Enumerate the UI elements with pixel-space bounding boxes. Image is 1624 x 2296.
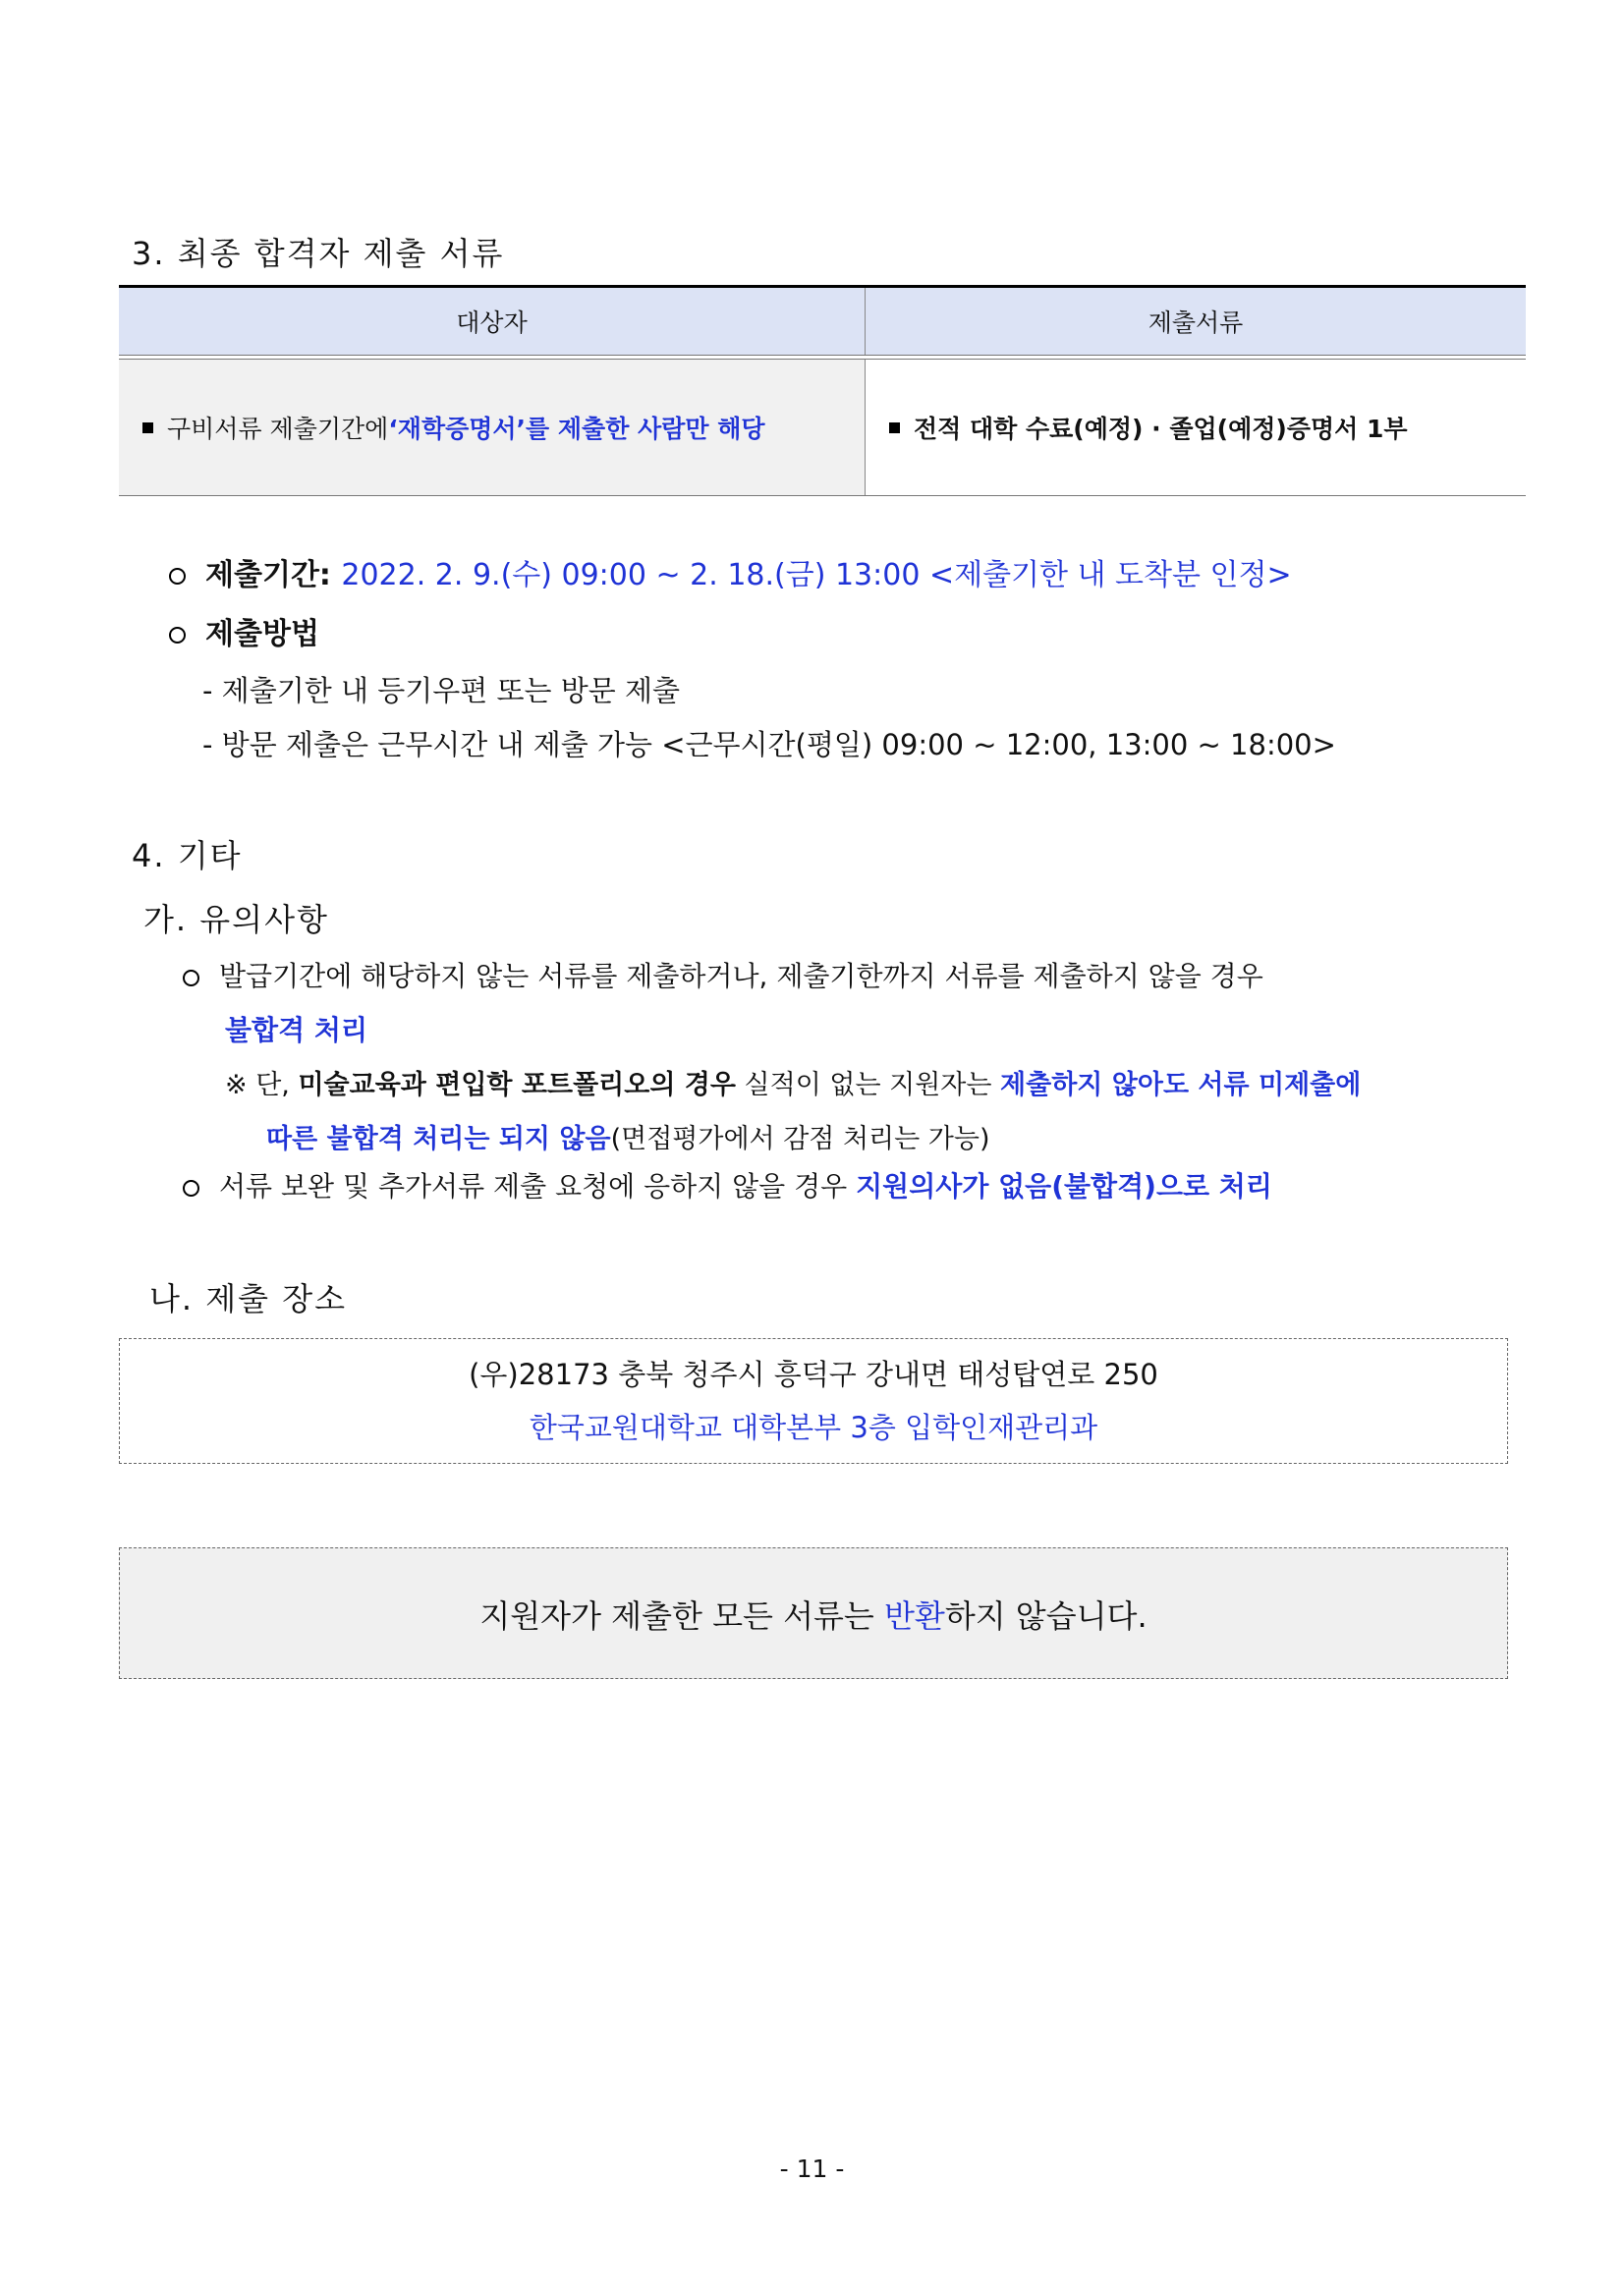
note-1-sub-cont [266, 1117, 989, 1155]
subsection-b-title: 나. 제출 장소 [149, 1280, 348, 1317]
note-2-highlight: 지원의사가 없음(불합격)으로 처리 [856, 1170, 1272, 1203]
period-colon: : [318, 558, 342, 592]
submission-table [119, 285, 1526, 496]
circle-bullet-icon [183, 1180, 199, 1197]
note-1-sub-end: (면접평가에서 감점 처리는 가능) [610, 1124, 990, 1154]
subsection-a-title: 가. 유의사항 [143, 901, 329, 938]
period-label: 제출기간 [205, 558, 319, 592]
note-1-text: 발급기간에 해당하지 않는 서류를 제출하거나, 제출기한까지 서류를 제출하지 않을 경우 [219, 960, 1263, 992]
documents-text: 전적 대학 수료(예정) · 졸업(예정)증명서 1부 [914, 415, 1408, 443]
submission-method [169, 609, 319, 652]
notice-text [120, 1592, 1507, 1637]
table-header-target: 대상자 [119, 288, 866, 355]
address-box [119, 1338, 1508, 1464]
table-row [119, 360, 1526, 496]
notice-box [119, 1547, 1508, 1679]
address-text: (우)28173 충북 청주시 흥덕구 강내면 태성탑연로 250 [469, 1358, 1158, 1391]
note-2 [183, 1165, 1272, 1204]
circle-bullet-icon [169, 627, 186, 644]
note-1-sub-prefix: ※ 단, [225, 1070, 299, 1100]
section-4-title: 4. 기타 [132, 837, 243, 874]
circle-bullet-icon [169, 568, 186, 585]
note-1-sub-blue-2: 따른 불합격 처리는 되지 않음 [266, 1124, 611, 1154]
method-item: - 제출기한 내 등기우편 또는 방문 제출 [202, 674, 680, 707]
table-header-documents: 제출서류 [1148, 308, 1244, 337]
notice-prefix: 지원자가 제출한 모든 서류는 [479, 1597, 884, 1635]
table-cell-documents [866, 360, 1526, 495]
period-value: 2022. 2. 9.(수) 09:00 ~ 2. 18.(금) 13:00 <제출기한 내 도착분 인정> [341, 558, 1292, 592]
square-bullet-icon [142, 422, 153, 433]
table-header-row [119, 288, 1526, 356]
note-1-sub [225, 1063, 1361, 1101]
note-2-text: 서류 보완 및 추가서류 제출 요청에 응하지 않을 경우 [219, 1170, 857, 1203]
note-1-highlight: 불합격 처리 [225, 1014, 367, 1046]
page-number: - 11 - [779, 2155, 845, 2183]
office-text: 한국교원대학교 대학본부 3층 입학인재관리과 [529, 1411, 1098, 1444]
method-label: 제출방법 [205, 617, 319, 651]
note-1-sub-blue: 제출하지 않아도 서류 미제출에 [1000, 1070, 1362, 1100]
table-cell-target [119, 360, 866, 495]
note-1-sub-bold: 미술교육과 편입학 포트폴리오의 경우 [298, 1070, 736, 1100]
circle-bullet-icon [183, 970, 199, 986]
submission-period [169, 550, 1292, 593]
square-bullet-icon [889, 422, 900, 433]
note-1 [183, 955, 1263, 994]
note-1-sub-mid: 실적이 없는 지원자는 [735, 1070, 1001, 1100]
method-item: - 방문 제출은 근무시간 내 제출 가능 <근무시간(평일) 09:00 ~ 12:00, 13:00 ~ 18:00> [202, 728, 1336, 761]
notice-suffix: 하지 않습니다. [944, 1597, 1148, 1635]
target-text: 구비서류 제출기간에 [167, 415, 389, 443]
target-highlight: ‘재학증명서’를 제출한 사람만 해당 [388, 415, 765, 443]
notice-highlight: 반환 [883, 1597, 945, 1635]
section-3-title: 3. 최종 합격자 제출 서류 [132, 235, 505, 272]
